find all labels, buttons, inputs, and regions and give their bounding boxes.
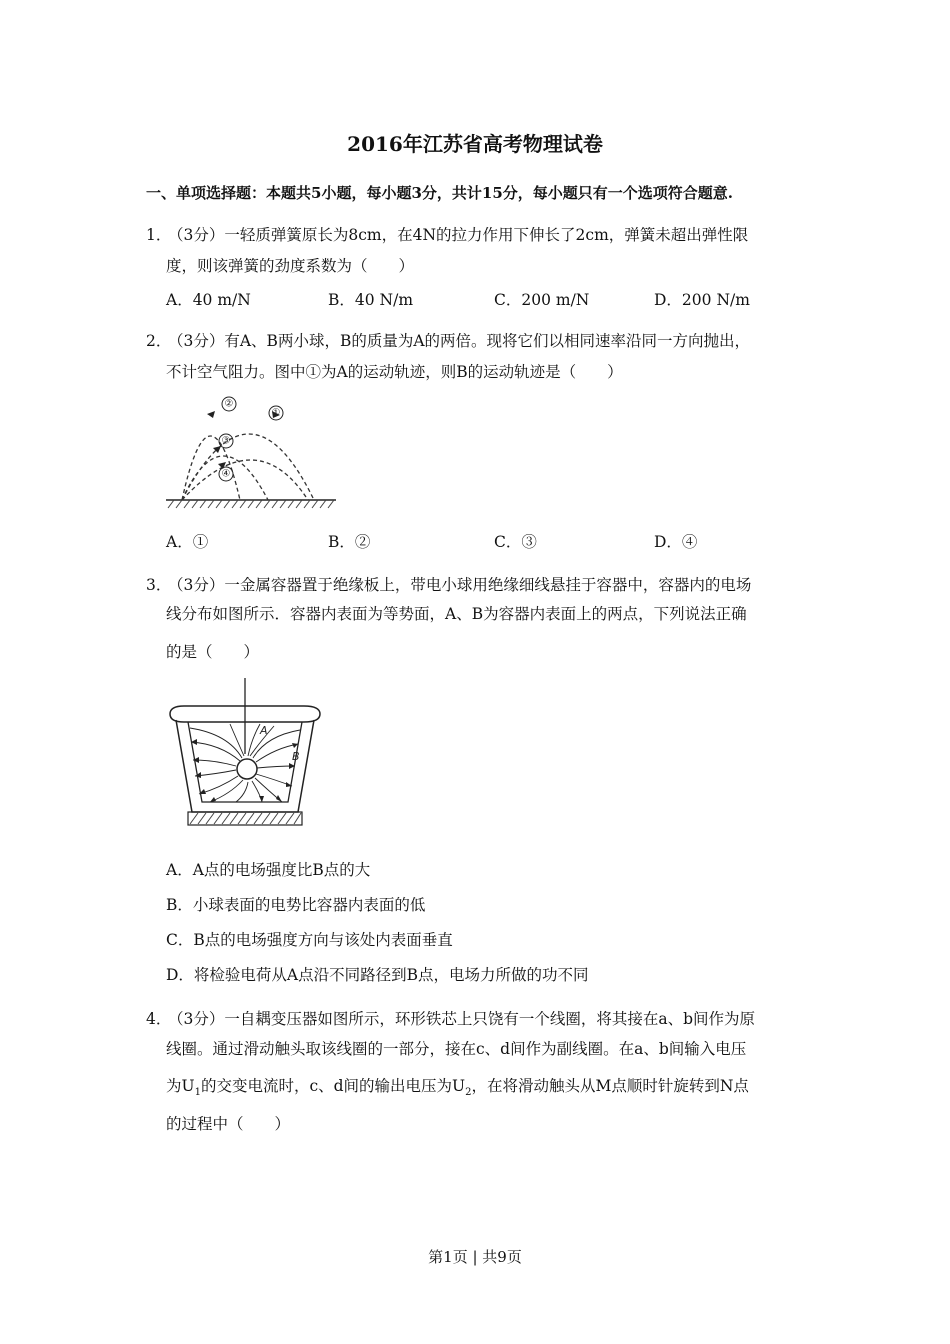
question-number: 3．: [146, 576, 172, 594]
question-text: 线分布如图所示．容器内表面为等势面，A、B为容器内表面上的两点，下列说法正确: [166, 605, 747, 623]
question-text: 的过程中（ ）: [166, 1115, 291, 1133]
question-number: 1．: [146, 226, 172, 244]
point-b-label: B: [292, 750, 300, 763]
charged-ball: [237, 759, 257, 779]
option-b[interactable]: B．小球表面的电势比容器内表面的低: [166, 896, 426, 914]
insulating-plate: [188, 812, 302, 825]
label-1: ①: [271, 407, 281, 419]
question-text: 的是（ ）: [166, 643, 260, 661]
option-a[interactable]: A．40 m/N: [166, 291, 251, 309]
question-text: （3分）有A、B两小球，B的质量为A的两倍。现将它们以相同速率沿同一方向抛出，: [168, 332, 751, 350]
label-3: ③: [221, 435, 231, 447]
ground: [166, 500, 336, 508]
question-text: 度，则该弹簧的劲度系数为（ ）: [166, 257, 415, 275]
question-number: 2．: [146, 332, 172, 350]
option-d[interactable]: D．将检验电荷从A点沿不同路径到B点，电场力所做的功不同: [166, 966, 589, 984]
page-footer: 第1页 | 共9页: [428, 1248, 522, 1266]
label-2: ②: [224, 398, 234, 410]
option-b[interactable]: B．40 N/m: [328, 291, 414, 309]
option-c[interactable]: C．B点的电场强度方向与该处内表面垂直: [166, 931, 453, 949]
question-text: 不计空气阻力。图中①为A的运动轨迹，则B的运动轨迹是（ ）: [166, 363, 623, 381]
question-number: 4．: [146, 1010, 172, 1028]
option-c[interactable]: C．③: [494, 533, 537, 551]
question-text: 线圈。通过滑动触头取该线圈的一部分，接在c、d间作为副线圈。在a、b间输入电压: [166, 1040, 747, 1058]
option-d[interactable]: D．200 N/m: [654, 291, 750, 309]
option-a[interactable]: A．①: [166, 533, 209, 551]
page-title: 2016年江苏省高考物理试卷: [347, 132, 603, 156]
question-text: （3分）一金属容器置于绝缘板上，带电小球用绝缘细线悬挂于容器中，容器内的电场: [168, 576, 752, 594]
question-text: （3分）一自耦变压器如图所示，环形铁芯上只饶有一个线圈，将其接在a、b间作为原: [168, 1010, 756, 1028]
option-b[interactable]: B．②: [328, 533, 371, 551]
arrow-2: [207, 411, 215, 418]
trajectory-figure: [160, 392, 340, 514]
option-c[interactable]: C．200 m/N: [494, 291, 590, 309]
label-4: ④: [221, 468, 231, 480]
container-field-figure: [164, 676, 334, 828]
option-a[interactable]: A．A点的电场强度比B点的大: [166, 861, 371, 879]
option-d[interactable]: D．④: [654, 533, 698, 551]
point-a-label: A: [260, 724, 268, 737]
section-heading: 一、单项选择题：本题共5小题，每小题3分，共计15分，每小题只有一个选项符合题意.: [146, 184, 733, 202]
question-text: 为$U_1$的交变电流时，c、d间的输出电压为$U_2$，在将滑动触头从M点顺时针旋转到N点: [166, 1077, 749, 1099]
question-text: （3分）一轻质弹簧原长为8cm，在4N的拉力作用下伸长了2cm，弹簧未超出弹性限: [168, 226, 749, 244]
